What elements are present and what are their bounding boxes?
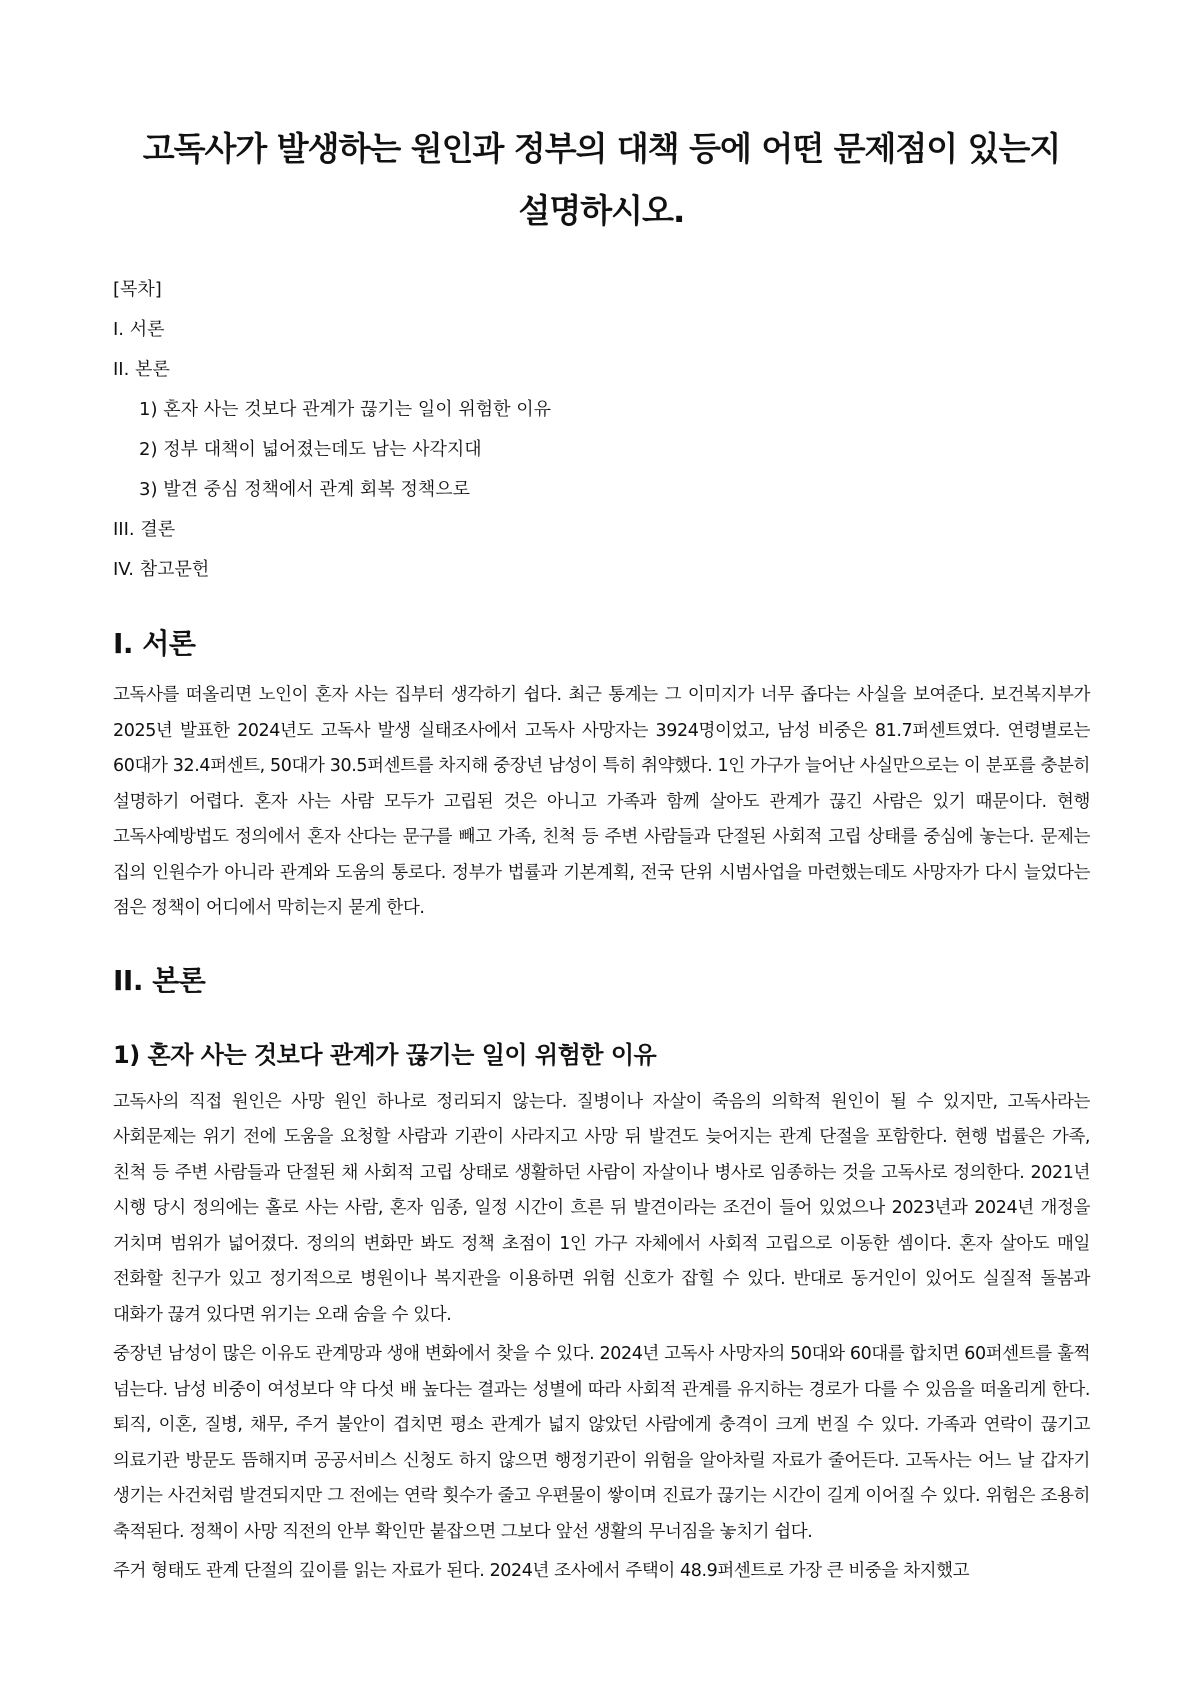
toc-item-body: II. 본론: [113, 359, 170, 380]
subsection-heading-1: 1) 혼자 사는 것보다 관계가 끊기는 일이 위험한 이유: [113, 1040, 657, 1069]
body-paragraph: 주거 형태도 관계 단절의 깊이를 읽는 자료가 된다. 2024년 조사에서 주택이 48.9퍼센트로 가장 큰 비중을 차지했고: [113, 1561, 970, 1581]
toc-item-references: IV. 참고문헌: [113, 559, 210, 580]
table-of-contents: [113, 270, 1090, 590]
intro-paragraph: 고독사를 떠올리면 노인이 혼자 사는 집부터 생각하기 쉽다. 최근 통계는 그 이미지가 너무 좁다는 사실을 보여준다. 보건복지부가 2025년 발표한 2024년도 고독사 발생 실태조사에서 고독사 사망자는 3924명이었고, 남성 비중은 81.7퍼센트였다. 연령별로는 60대가 32.4퍼센트, 50대가 30.5퍼센트를 차지해 중장년 남성이 특히 취약했다. 1인 가구가 늘어난 사실만으로는 이 분포를 충분히 설명하기 어렵다. 혼자 사는 사람 모두가 고립된 것은 아니고 가족과 함께 살아도 관계가 끊긴 사람은 있기 때문이다. 현행 고독사예방법도 정의에서 혼자 산다는 문구를 빼고 가족, 친척 등 주변 사람들과 단절된 사회적 고립 상태를 중심에 놓는다. 문제는 집의 인원수가 아니라 관계와 도움의 통로다. 정부가 법률과 기본계획, 전국 단위 시범사업을 마련했는데도 사망자가 다시 늘었다는 점은 정책이 어디에서 막히는지 묻게 한다.: [113, 685, 1090, 918]
toc-item-body-2: 2) 정부 대책이 넓어졌는데도 남는 사각지대: [139, 439, 482, 460]
body-paragraph: 중장년 남성이 많은 이유도 관계망과 생애 변화에서 찾을 수 있다. 2024년 고독사 사망자의 50대와 60대를 합치면 60퍼센트를 훌쩍 넘는다. 남성 비중이 여성보다 약 다섯 배 높다는 결과는 성별에 따라 사회적 관계를 유지하는 경로가 다를 수 있음을 떠올리게 한다. 퇴직, 이혼, 질병, 채무, 주거 불안이 겹치면 평소 관계가 넓지 않았던 사람에게 충격이 크게 번질 수 있다. 가족과 연락이 끊기고 의료기관 방문도 뜸해지며 공공서비스 신청도 하지 않으면 행정기관이 위험을 알아차릴 자료가 줄어든다. 고독사는 어느 날 갑자기 생기는 사건처럼 발견되지만 그 전에는 연락 횟수가 줄고 우편물이 쌓이며 진료가 끊기는 시간이 길게 이어질 수 있다. 위험은 조용히 축적된다. 정책이 사망 직전의 안부 확인만 붙잡으면 그보다 앞선 생활의 무너짐을 놓치기 쉽다.: [113, 1344, 1090, 1542]
document-title: 고독사가 발생하는 원인과 정부의 대책 등에 어떤 문제점이 있는지 설명하시오.: [142, 129, 1061, 230]
toc-header: [목차]: [113, 279, 162, 300]
section-heading-intro: I. 서론: [113, 627, 196, 660]
toc-item-body-3: 3) 발견 중심 정책에서 관계 회복 정책으로: [139, 479, 471, 500]
toc-item-conclusion: III. 결론: [113, 519, 176, 540]
toc-item-intro: I. 서론: [113, 319, 165, 340]
toc-item-body-1: 1) 혼자 사는 것보다 관계가 끊기는 일이 위험한 이유: [139, 399, 552, 420]
body-paragraph: 고독사의 직접 원인은 사망 원인 하나로 정리되지 않는다. 질병이나 자살이 죽음의 의학적 원인이 될 수 있지만, 고독사라는 사회문제는 위기 전에 도움을 요청할 사람과 기관이 사라지고 사망 뒤 발견도 늦어지는 관계 단절을 포함한다. 현행 법률은 가족, 친척 등 주변 사람들과 단절된 채 사회적 고립 상태로 생활하던 사람이 자살이나 병사로 임종하는 것을 고독사로 정의한다. 2021년 시행 당시 정의에는 홀로 사는 사람, 혼자 임종, 일정 시간이 흐른 뒤 발견이라는 조건이 들어 있었으나 2023년과 2024년 개정을 거치며 범위가 넓어졌다. 정의의 변화만 봐도 정책 초점이 1인 가구 자체에서 사회적 고립으로 이동한 셈이다. 혼자 살아도 매일 전화할 친구가 있고 정기적으로 병원이나 복지관을 이용하면 위험 신호가 잡힐 수 있다. 반대로 동거인이 있어도 실질적 돌봄과 대화가 끊겨 있다면 위기는 오래 숨을 수 있다.: [113, 1091, 1090, 1325]
section-heading-body: II. 본론: [113, 963, 206, 997]
